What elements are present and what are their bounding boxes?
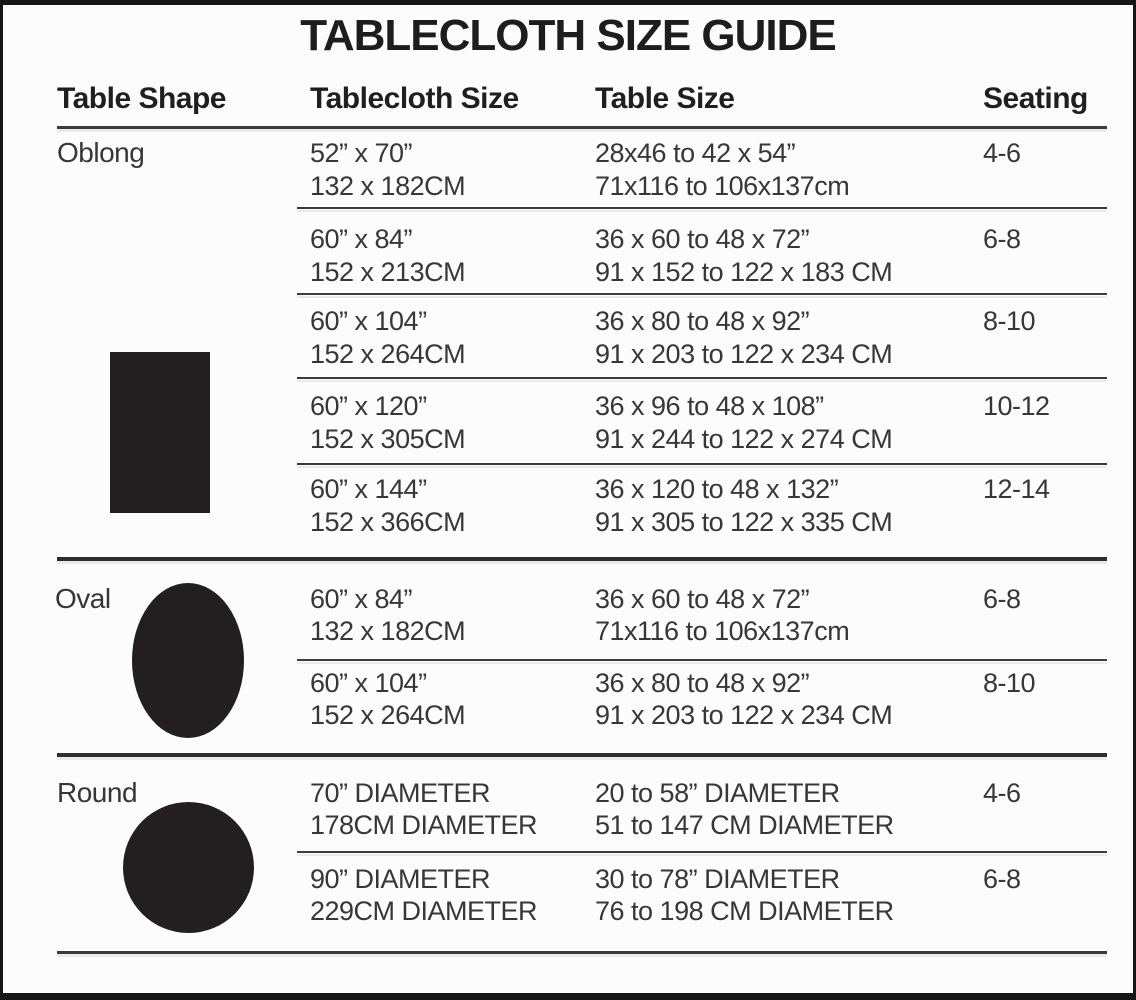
table-size-inches: 36 x 80 to 48 x 92” <box>595 668 810 698</box>
section-label-round: Round <box>57 777 138 808</box>
section-label-oblong: Oblong <box>57 137 145 168</box>
table-size-cm: 71x116 to 106x137cm <box>595 616 850 646</box>
column-header-tablecloth-size: Tablecloth Size <box>310 82 519 115</box>
table-size-cm: 71x116 to 106x137cm <box>595 171 850 201</box>
seating-value: 8-10 <box>983 668 1036 698</box>
page-title: TABLECLOTH SIZE GUIDE <box>300 11 836 60</box>
tablecloth-size-inches: 90” DIAMETER <box>310 864 491 894</box>
tablecloth-size-cm: 229CM DIAMETER <box>310 896 538 926</box>
row-divider <box>297 293 1107 295</box>
table-size-cm: 91 x 244 to 122 x 274 CM <box>595 424 893 454</box>
seating-value: 12-14 <box>983 474 1050 504</box>
seating-value: 6-8 <box>983 584 1021 614</box>
table-size-inches: 36 x 96 to 48 x 108” <box>595 391 824 421</box>
tablecloth-size-cm: 152 x 264CM <box>310 339 466 369</box>
tablecloth-size-cm: 132 x 182CM <box>310 616 466 646</box>
row-divider <box>297 463 1107 465</box>
seating-value: 4-6 <box>983 778 1021 808</box>
frame-border-top <box>0 0 1136 5</box>
tablecloth-size-cm: 178CM DIAMETER <box>310 810 538 840</box>
oblong-table-icon <box>110 352 210 513</box>
seating-value: 10-12 <box>983 391 1050 421</box>
table-size-inches: 36 x 80 to 48 x 92” <box>595 306 810 336</box>
seating-value: 8-10 <box>983 306 1036 336</box>
tablecloth-size-inches: 60” x 84” <box>310 224 413 254</box>
section-label-oval: Oval <box>55 583 111 614</box>
tablecloth-size-cm: 132 x 182CM <box>310 171 466 201</box>
tablecloth-size-cm: 152 x 366CM <box>310 507 466 537</box>
tablecloth-size-inches: 60” x 104” <box>310 306 427 336</box>
table-size-inches: 30 to 78” DIAMETER <box>595 864 840 894</box>
tablecloth-size-cm: 152 x 305CM <box>310 424 466 454</box>
column-header-seating: Seating <box>983 82 1088 115</box>
tablecloth-size-inches: 60” x 144” <box>310 474 427 504</box>
table-size-cm: 91 x 152 to 122 x 183 CM <box>595 257 893 287</box>
table-size-cm: 91 x 203 to 122 x 234 CM <box>595 339 893 369</box>
seating-value: 6-8 <box>983 864 1021 894</box>
tablecloth-size-inches: 70” DIAMETER <box>310 778 491 808</box>
table-size-cm: 51 to 147 CM DIAMETER <box>595 810 894 840</box>
tablecloth-size-cm: 152 x 264CM <box>310 700 466 730</box>
tablecloth-size-inches: 60” x 104” <box>310 668 427 698</box>
row-divider <box>297 659 1107 661</box>
table-size-cm: 76 to 198 CM DIAMETER <box>595 896 894 926</box>
section-divider <box>57 557 1107 561</box>
tablecloth-size-inches: 60” x 84” <box>310 584 413 614</box>
table-size-cm: 91 x 203 to 122 x 234 CM <box>595 700 893 730</box>
tablecloth-size-cm: 152 x 213CM <box>310 257 466 287</box>
table-size-inches: 28x46 to 42 x 54” <box>595 138 796 168</box>
frame-border-left <box>0 0 3 1000</box>
section-divider <box>57 753 1107 757</box>
tablecloth-size-inches: 60” x 120” <box>310 391 427 421</box>
seating-value: 4-6 <box>983 138 1021 168</box>
frame-border-bottom <box>0 993 1136 1000</box>
table-size-cm: 91 x 305 to 122 x 335 CM <box>595 507 893 537</box>
table-size-inches: 36 x 60 to 48 x 72” <box>595 584 810 614</box>
oval-table-icon <box>132 583 244 738</box>
column-header-table-size: Table Size <box>595 82 735 115</box>
table-size-inches: 36 x 60 to 48 x 72” <box>595 224 810 254</box>
row-divider <box>297 377 1107 379</box>
table-size-inches: 20 to 58” DIAMETER <box>595 778 840 808</box>
header-underline <box>57 126 1107 129</box>
bottom-rule <box>57 951 1107 954</box>
column-header-table-shape: Table Shape <box>57 82 226 115</box>
row-divider <box>297 851 1107 853</box>
tablecloth-size-inches: 52” x 70” <box>310 138 413 168</box>
row-divider <box>297 207 1107 209</box>
seating-value: 6-8 <box>983 224 1021 254</box>
round-table-icon <box>123 802 254 933</box>
table-size-inches: 36 x 120 to 48 x 132” <box>595 474 839 504</box>
